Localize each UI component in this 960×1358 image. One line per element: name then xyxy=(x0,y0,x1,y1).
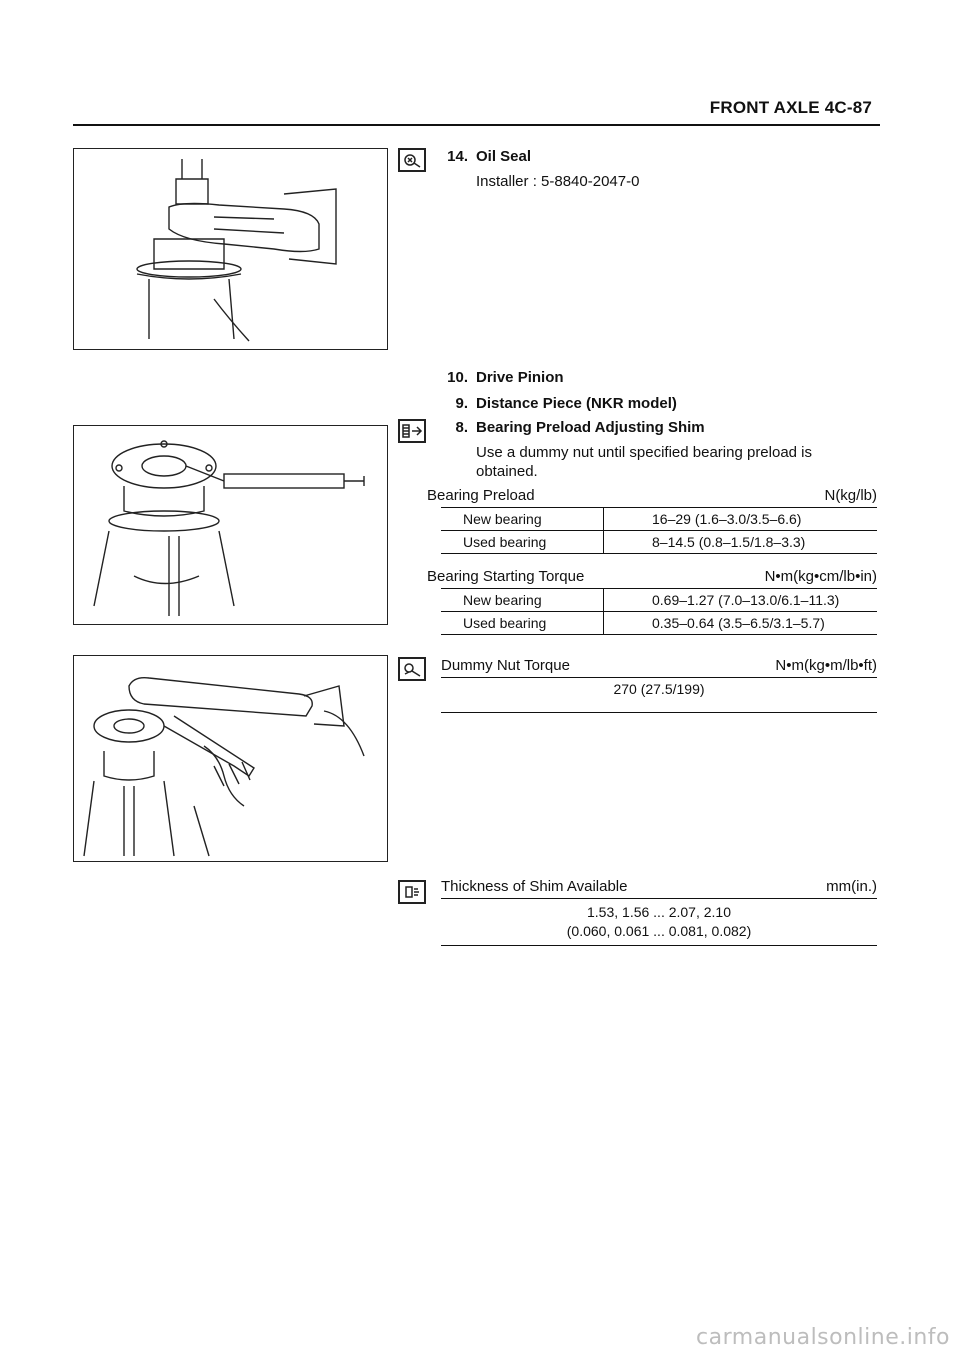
shim-label: Thickness of Shim Available xyxy=(441,878,628,895)
bearing-preload-unit: N(kg/lb) xyxy=(824,487,877,504)
figure-oil-seal-install xyxy=(73,148,388,350)
shim-unit: mm(in.) xyxy=(826,878,877,895)
dummy-nut-header xyxy=(441,657,877,674)
header-rule xyxy=(73,124,880,126)
dummy-nut-unit: N•m(kg•m/lb•ft) xyxy=(775,657,877,674)
adjust-icon xyxy=(398,419,426,443)
step-title-drive-pinion: Drive Pinion xyxy=(476,369,564,386)
figure-bearing-preload xyxy=(73,425,388,625)
torque-icon xyxy=(398,657,426,681)
row-name: Used bearing xyxy=(463,615,547,631)
page-title: FRONT AXLE 4C-87 xyxy=(709,98,872,117)
install-icon xyxy=(398,148,426,172)
step-number-drive-pinion: 10. xyxy=(447,369,468,386)
bearing-torque-header xyxy=(427,568,877,585)
shim-header xyxy=(441,878,877,895)
dummy-nut-spec xyxy=(441,657,877,713)
table-rule xyxy=(441,945,877,946)
bearing-preload-label: Bearing Preload xyxy=(427,487,535,504)
row-name: Used bearing xyxy=(463,534,547,550)
bearing-preload-header xyxy=(427,487,877,504)
watermark: carmanualsonline.info xyxy=(696,1325,950,1350)
bearing-preload-spec xyxy=(427,487,877,554)
step-title-distance-piece: Distance Piece (NKR model) xyxy=(476,395,677,412)
dummy-nut-value: 270 (27.5/199) xyxy=(613,681,705,697)
table-rule xyxy=(441,712,877,713)
table-rule xyxy=(441,553,877,554)
oil-seal-title: Oil Seal xyxy=(476,148,532,165)
step-number-distance-piece: 9. xyxy=(455,395,468,412)
oil-seal-installer: Installer : 5-8840-2047-0 xyxy=(476,173,640,190)
step-title-preload-shim: Bearing Preload Adjusting Shim xyxy=(476,419,705,436)
dummy-nut-label: Dummy Nut Torque xyxy=(441,657,570,674)
table-row xyxy=(441,589,877,611)
oil-seal-step-number: 14. xyxy=(447,148,468,165)
preload-note-line1: Use a dummy nut until specified bearing preload is xyxy=(476,444,813,461)
table-row xyxy=(441,508,877,530)
row-name: New bearing xyxy=(463,592,542,608)
table-row xyxy=(441,612,877,634)
shim-values-in: (0.060, 0.061 ... 0.081, 0.082) xyxy=(566,923,752,939)
step-number-preload-shim: 8. xyxy=(455,419,468,436)
preload-note-line2: obtained. xyxy=(476,463,538,480)
bearing-torque-label: Bearing Starting Torque xyxy=(427,568,585,585)
row-value: 0.69–1.27 (7.0–13.0/6.1–11.3) xyxy=(652,592,840,608)
row-value: 8–14.5 (0.8–1.5/1.8–3.3) xyxy=(652,534,806,550)
shim-icon xyxy=(398,880,426,904)
table-row xyxy=(441,531,877,553)
shim-values-mm: 1.53, 1.56 ... 2.07, 2.10 xyxy=(587,904,731,920)
shim-spec xyxy=(441,878,877,946)
bearing-torque-spec xyxy=(427,568,877,635)
row-name: New bearing xyxy=(463,511,542,527)
figure-dummy-nut-torque xyxy=(73,655,388,862)
bearing-torque-unit: N•m(kg•cm/lb•in) xyxy=(764,568,877,585)
row-value: 0.35–0.64 (3.5–6.5/3.1–5.7) xyxy=(652,615,825,631)
row-value: 16–29 (1.6–3.0/3.5–6.6) xyxy=(652,511,802,527)
table-rule xyxy=(441,634,877,635)
